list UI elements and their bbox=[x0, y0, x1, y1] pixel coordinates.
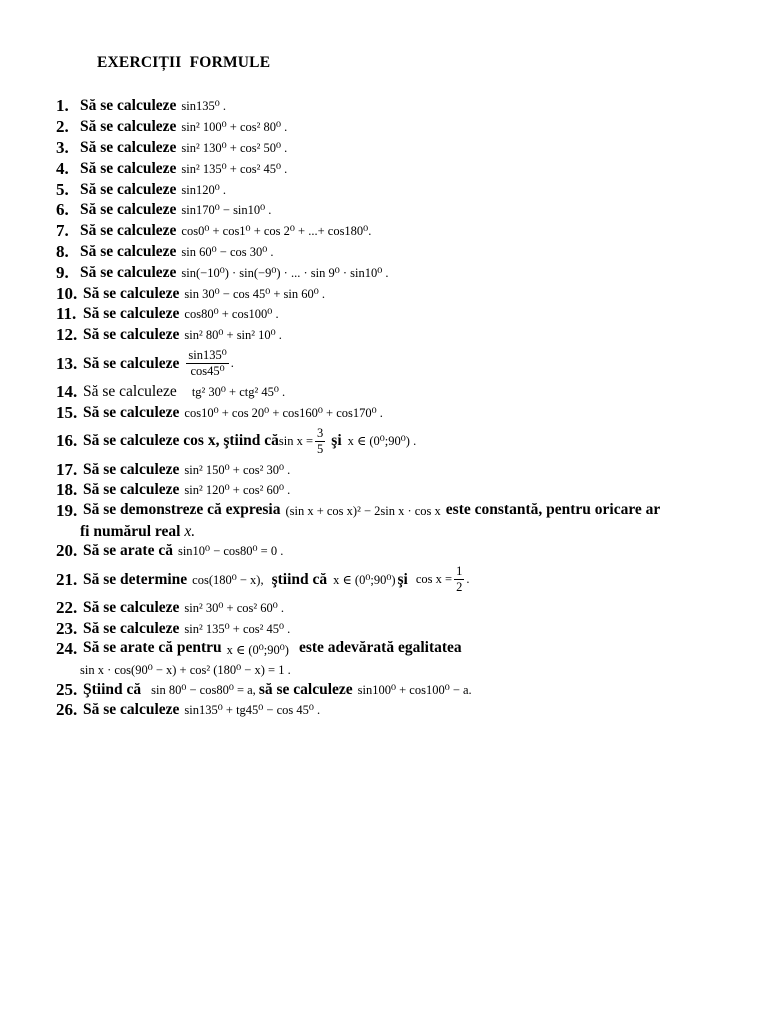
item-formula-pre: sin x = bbox=[278, 433, 314, 448]
item-formula: sin² 150⁰ + cos² 30⁰ . bbox=[184, 462, 291, 477]
exercise-item-16 bbox=[56, 423, 716, 459]
item-continuation bbox=[56, 523, 716, 541]
item-number: 10. bbox=[56, 283, 78, 303]
item-label: Să se calculeze bbox=[83, 354, 180, 372]
item-label: Să se calculeze bbox=[80, 138, 177, 156]
item-formula-pre: cos(180⁰ − x), bbox=[192, 572, 264, 587]
item-formula-mid: x ∈ (0⁰;90⁰) bbox=[333, 572, 396, 587]
item-number: 25. bbox=[56, 679, 78, 699]
fraction-denominator: cos45⁰ bbox=[190, 364, 225, 379]
exercise-item-11 bbox=[56, 304, 716, 325]
fraction-numerator: sin135⁰ bbox=[188, 348, 227, 363]
item-number: 20. bbox=[56, 541, 78, 561]
exercise-list bbox=[56, 96, 716, 721]
item-label: Să se calculeze bbox=[80, 180, 177, 198]
exercise-item-25 bbox=[56, 679, 716, 700]
exercise-item-12 bbox=[56, 325, 716, 346]
item-formula-end: . bbox=[466, 572, 470, 587]
item-number: 16. bbox=[56, 431, 78, 451]
item-text-after: este constantă, pentru oricare ar bbox=[445, 500, 661, 518]
item-label: Să se calculeze bbox=[83, 284, 180, 302]
item-formula-post: cos x = bbox=[415, 572, 453, 587]
item-formula: sin 60⁰ − cos 30⁰ . bbox=[181, 244, 274, 259]
item-number: 22. bbox=[56, 597, 78, 617]
item-continuation bbox=[56, 661, 716, 679]
item-label: Să se calculeze bbox=[80, 242, 177, 260]
item-connector-2: şi bbox=[397, 570, 408, 588]
item-formula: cos10⁰ + cos 20⁰ + cos160⁰ + cos170⁰ . bbox=[184, 405, 383, 420]
fraction bbox=[454, 564, 464, 595]
item-formula: sin² 130⁰ + cos² 50⁰ . bbox=[181, 140, 288, 155]
item-formula: sin 80⁰ − cos80⁰ = a, bbox=[151, 682, 256, 697]
item-number: 24. bbox=[56, 639, 78, 659]
fraction-denominator: 2 bbox=[456, 580, 463, 595]
item-label: Să se calculeze bbox=[83, 701, 180, 719]
fraction bbox=[186, 348, 228, 379]
item-number: 3. bbox=[56, 137, 69, 157]
item-label: Să se calculeze bbox=[80, 159, 177, 177]
item-number: 12. bbox=[56, 325, 78, 345]
exercise-item-8 bbox=[56, 242, 716, 263]
item-label: Să se calculeze bbox=[80, 118, 177, 136]
item-label: Să se determine bbox=[83, 570, 188, 588]
exercise-item-4 bbox=[56, 158, 716, 179]
exercise-item-23 bbox=[56, 618, 716, 639]
item-label: Să se calculeze bbox=[83, 481, 180, 499]
item-label: Ştiind că bbox=[83, 680, 142, 698]
fraction-numerator: 1 bbox=[456, 564, 463, 579]
exercise-item-2 bbox=[56, 117, 716, 138]
fraction-numerator: 3 bbox=[317, 425, 324, 440]
item-number: 8. bbox=[56, 241, 69, 261]
item-number: 9. bbox=[56, 262, 69, 282]
item-formula: (sin x + cos x)² − 2sin x · cos x bbox=[285, 503, 441, 518]
item-formula: sin² 135⁰ + cos² 45⁰ . bbox=[181, 161, 288, 176]
item-label: Să se calculeze bbox=[80, 263, 177, 281]
item-number: 23. bbox=[56, 618, 78, 638]
item-continuation-var: x. bbox=[184, 522, 196, 540]
item-connector: şi bbox=[331, 432, 342, 450]
exercise-item-26 bbox=[56, 700, 716, 721]
item-label: Să se arate că pentru bbox=[83, 639, 222, 657]
exercise-item-21 bbox=[56, 562, 716, 598]
exercise-item-24 bbox=[56, 639, 716, 679]
item-label: Să se calculeze cos x, ştiind că bbox=[83, 432, 279, 450]
item-formula: sin10⁰ − cos80⁰ = 0 . bbox=[177, 544, 284, 559]
exercise-item-17 bbox=[56, 459, 716, 480]
item-formula: sin(−10⁰) · sin(−9⁰) · ... · sin 9⁰ · sin10⁰ . bbox=[181, 265, 389, 280]
exercise-item-5 bbox=[56, 179, 716, 200]
exercise-item-14 bbox=[56, 382, 716, 403]
exercise-item-13 bbox=[56, 346, 716, 382]
item-text-after: să se calculeze bbox=[258, 680, 353, 698]
exercise-item-3 bbox=[56, 138, 716, 159]
item-continuation-text: fi numărul real bbox=[80, 522, 181, 540]
item-formula: cos80⁰ + cos100⁰ . bbox=[184, 307, 279, 322]
item-label: Să se calculeze bbox=[83, 382, 177, 400]
item-formula: sin² 80⁰ + sin² 10⁰ . bbox=[184, 328, 282, 343]
item-formula: sin120⁰ . bbox=[181, 182, 227, 197]
item-number: 17. bbox=[56, 459, 78, 479]
item-formula: sin² 30⁰ + cos² 60⁰ . bbox=[184, 600, 284, 615]
item-number: 1. bbox=[56, 96, 69, 116]
item-number: 2. bbox=[56, 117, 69, 137]
exercise-item-19 bbox=[56, 501, 716, 541]
item-number: 7. bbox=[56, 221, 69, 241]
page-title: EXERCIȚII FORMULE bbox=[97, 54, 271, 71]
exercise-item-15 bbox=[56, 402, 716, 423]
exercise-item-7 bbox=[56, 221, 716, 242]
item-label: Să se calculeze bbox=[83, 460, 180, 478]
item-number: 19. bbox=[56, 500, 78, 520]
exercise-item-20 bbox=[56, 541, 716, 562]
item-number: 15. bbox=[56, 402, 78, 422]
exercise-item-22 bbox=[56, 598, 716, 619]
item-connector: ştiind că bbox=[271, 570, 328, 588]
item-continuation-formula: sin x · cos(90⁰ − x) + cos² (180⁰ − x) = 1 . bbox=[80, 663, 291, 678]
fraction bbox=[315, 426, 325, 457]
item-label: Să se calculeze bbox=[83, 598, 180, 616]
item-label: Să se calculeze bbox=[83, 619, 180, 637]
item-formula: tg² 30⁰ + ctg² 45⁰ . bbox=[191, 384, 286, 399]
item-label: Să se calculeze bbox=[83, 326, 180, 344]
item-formula-post: x ∈ (0⁰;90⁰) . bbox=[347, 434, 417, 449]
item-formula-post: sin100⁰ + cos100⁰ − a. bbox=[357, 682, 472, 697]
item-number: 18. bbox=[56, 480, 78, 500]
exercise-item-10 bbox=[56, 283, 716, 304]
item-label: Să se calculeze bbox=[80, 222, 177, 240]
item-formula: sin 30⁰ − cos 45⁰ + sin 60⁰ . bbox=[184, 286, 326, 301]
item-number: 5. bbox=[56, 179, 69, 199]
item-formula: sin² 135⁰ + cos² 45⁰ . bbox=[184, 621, 291, 636]
exercise-item-6 bbox=[56, 200, 716, 221]
item-number: 14. bbox=[56, 381, 78, 401]
item-label: Să se demonstreze că expresia bbox=[83, 500, 281, 518]
item-formula: sin170⁰ − sin10⁰ . bbox=[181, 203, 272, 218]
item-formula: x ∈ (0⁰;90⁰) bbox=[226, 643, 289, 658]
item-number: 6. bbox=[56, 200, 69, 220]
item-label: Să se arate că bbox=[83, 542, 173, 560]
item-label: Să se calculeze bbox=[80, 97, 177, 115]
item-number: 11. bbox=[56, 304, 77, 324]
item-label: Să se calculeze bbox=[80, 201, 177, 219]
item-formula: sin135⁰ + tg45⁰ − cos 45⁰ . bbox=[184, 703, 321, 718]
item-formula-end: . bbox=[230, 356, 234, 371]
exercise-item-18 bbox=[56, 480, 716, 501]
item-label: Să se calculeze bbox=[83, 403, 180, 421]
item-formula: sin135⁰ . bbox=[181, 99, 227, 114]
item-number: 13. bbox=[56, 353, 78, 373]
item-number: 26. bbox=[56, 700, 78, 720]
exercise-item-1 bbox=[56, 96, 716, 117]
exercise-item-9 bbox=[56, 262, 716, 283]
item-formula: sin² 100⁰ + cos² 80⁰ . bbox=[181, 120, 288, 135]
item-formula: cos0⁰ + cos1⁰ + cos 2⁰ + ...+ cos180⁰. bbox=[181, 224, 372, 239]
item-label: Să se calculeze bbox=[83, 305, 180, 323]
fraction-denominator: 5 bbox=[317, 441, 324, 456]
item-text-after: este adevărată egalitatea bbox=[298, 639, 462, 657]
item-number: 4. bbox=[56, 158, 69, 178]
item-formula: sin² 120⁰ + cos² 60⁰ . bbox=[184, 483, 291, 498]
item-number: 21. bbox=[56, 569, 78, 589]
